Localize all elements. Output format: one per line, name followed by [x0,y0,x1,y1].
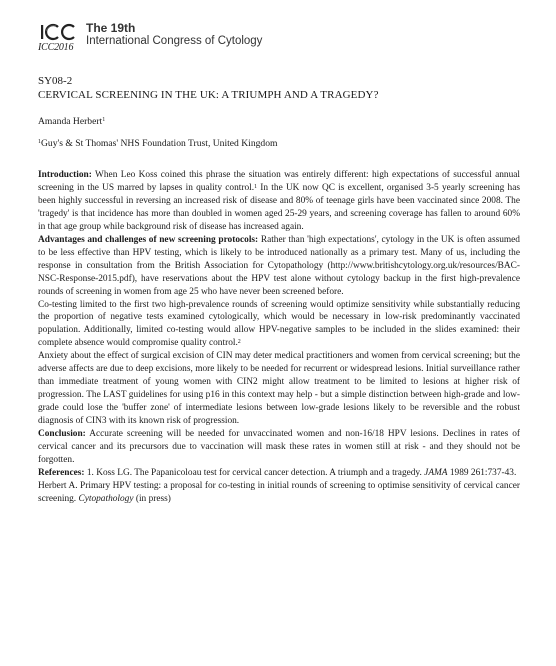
advantages-label: Advantages and challenges of new screening protocols: [38,234,259,245]
icc-logo-mark [38,22,82,44]
affiliation-sup: 1 [38,139,41,145]
conclusion-paragraph [38,428,520,467]
advantages-text: Rather than 'high expectations', cytology in the UK is often assumed to be less effective than HPV testing, which is likely to be introduced nationally as a primary test. Many of us, including the response in consultation from the British Association for Cytopathology (http://www.britishcytology.org.uk/resources/BAC-NSC-Response-2015.pdf), have reservations about the HPV test alone without cytology backup in the first high-prevalence rounds of screening in women from age 25 who have never been screened before. [38,234,520,297]
abstract [38,74,520,506]
reference-1 [38,467,520,480]
introduction-text: When Leo Koss coined this phrase the situation was entirely different: high expectations of successful annual screening in the US marred by lapses in quality control. [38,170,520,193]
reference-2-tail: (in press) [133,493,171,504]
reference-1-text: 1. Koss LG. The Papanicoloau test for cervical cancer detection. A triumph and a tragedy. [84,467,425,478]
logo-year: ICC2016 [38,42,74,53]
cotesting-text: Co-testing limited to the first two high-prevalence rounds of screening would optimize sensitivity while substantially reducing the proportion of negative tests examined cytologically, which would be necessary in low-risk predominantly vaccinated population. Additionally, limited co-testing would allow HPV-negative samples to be included in the slides examined: their complete absence would compromise quality control. [38,299,520,349]
reference-2-journal: Cytopathology [78,493,134,504]
reference-2 [38,480,520,506]
anxiety-text: Anxiety about the effect of surgical excision of CIN may deter medical practitioners and women from cervical screening; but the adverse affects are due to deep excisions, more likely to be needed for recurrent or widespread lesions. Initial surveillance rather than immediate treatment of young women with CIN2 might allow treatment to be limited to lesions at higher risk of progression. The LAST guidelines for using p16 in this context may help - but a simple distinction between high-grade and low-grade could lose the 'buffer zone' of intermediate lesions between low-grade lesions likely to be reversible and the robust diagnosis of CIN3 with its known risk of progression. [38,351,520,427]
author-line [38,115,520,128]
cotesting-sup: 2 [237,339,241,346]
author-name: Amanda Herbert [38,116,103,127]
icc-logo [38,22,82,56]
conclusion-text: Accurate screening will be needed for unvaccinated women and non-16/18 HPV lesions. Declines in rates of cervical cancer and its precursors due to vaccination will mask these rates in women still at risk - and they should not be forgotten. [38,429,520,465]
reference-1-tail: 1989 261:737-43. [447,467,517,478]
introduction-label: Introduction: [38,170,92,180]
introduction-text-2: In the UK now QC is excellent, organised 3-5 yearly screening has been highly successful in reversing an increased risk of disease and 80% of teenage girls have been vaccinated since 2008. The 'tragedy' is that incidence has more than doubled in women aged 25-29 years, and screening coverage has fallen to around 60% in that age group while background risk of disease has increased again. [38,182,520,232]
congress-edition: The 19th [86,21,136,35]
anxiety-paragraph [38,350,520,428]
congress-title: International Congress of Cytology [86,35,263,47]
introduction-paragraph [38,169,520,234]
affiliation-line [38,137,520,150]
conclusion-label: Conclusion: [38,429,86,440]
introduction-sup: 1 [254,183,258,190]
abstract-title: CERVICAL SCREENING IN THE UK: A TRIUMPH AND A TRAGEDY? [38,89,379,101]
abstract-code: SY08-2 [38,75,73,87]
references-label: References: [38,467,85,478]
abstract-body [38,169,520,506]
affiliation: Guy's & St Thomas' NHS Foundation Trust, United Kingdom [41,138,278,149]
reference-2-text: Herbert A. Primary HPV testing: a proposal for co-testing in initial rounds of screening to optimise sensitivity of cervical cancer screening. [38,480,520,504]
cotesting-paragraph [38,299,520,351]
author-sup: 1 [102,117,106,123]
reference-1-journal: JAMA [424,467,448,478]
advantages-paragraph [38,234,520,299]
congress-name [86,22,262,48]
congress-header [38,22,262,56]
